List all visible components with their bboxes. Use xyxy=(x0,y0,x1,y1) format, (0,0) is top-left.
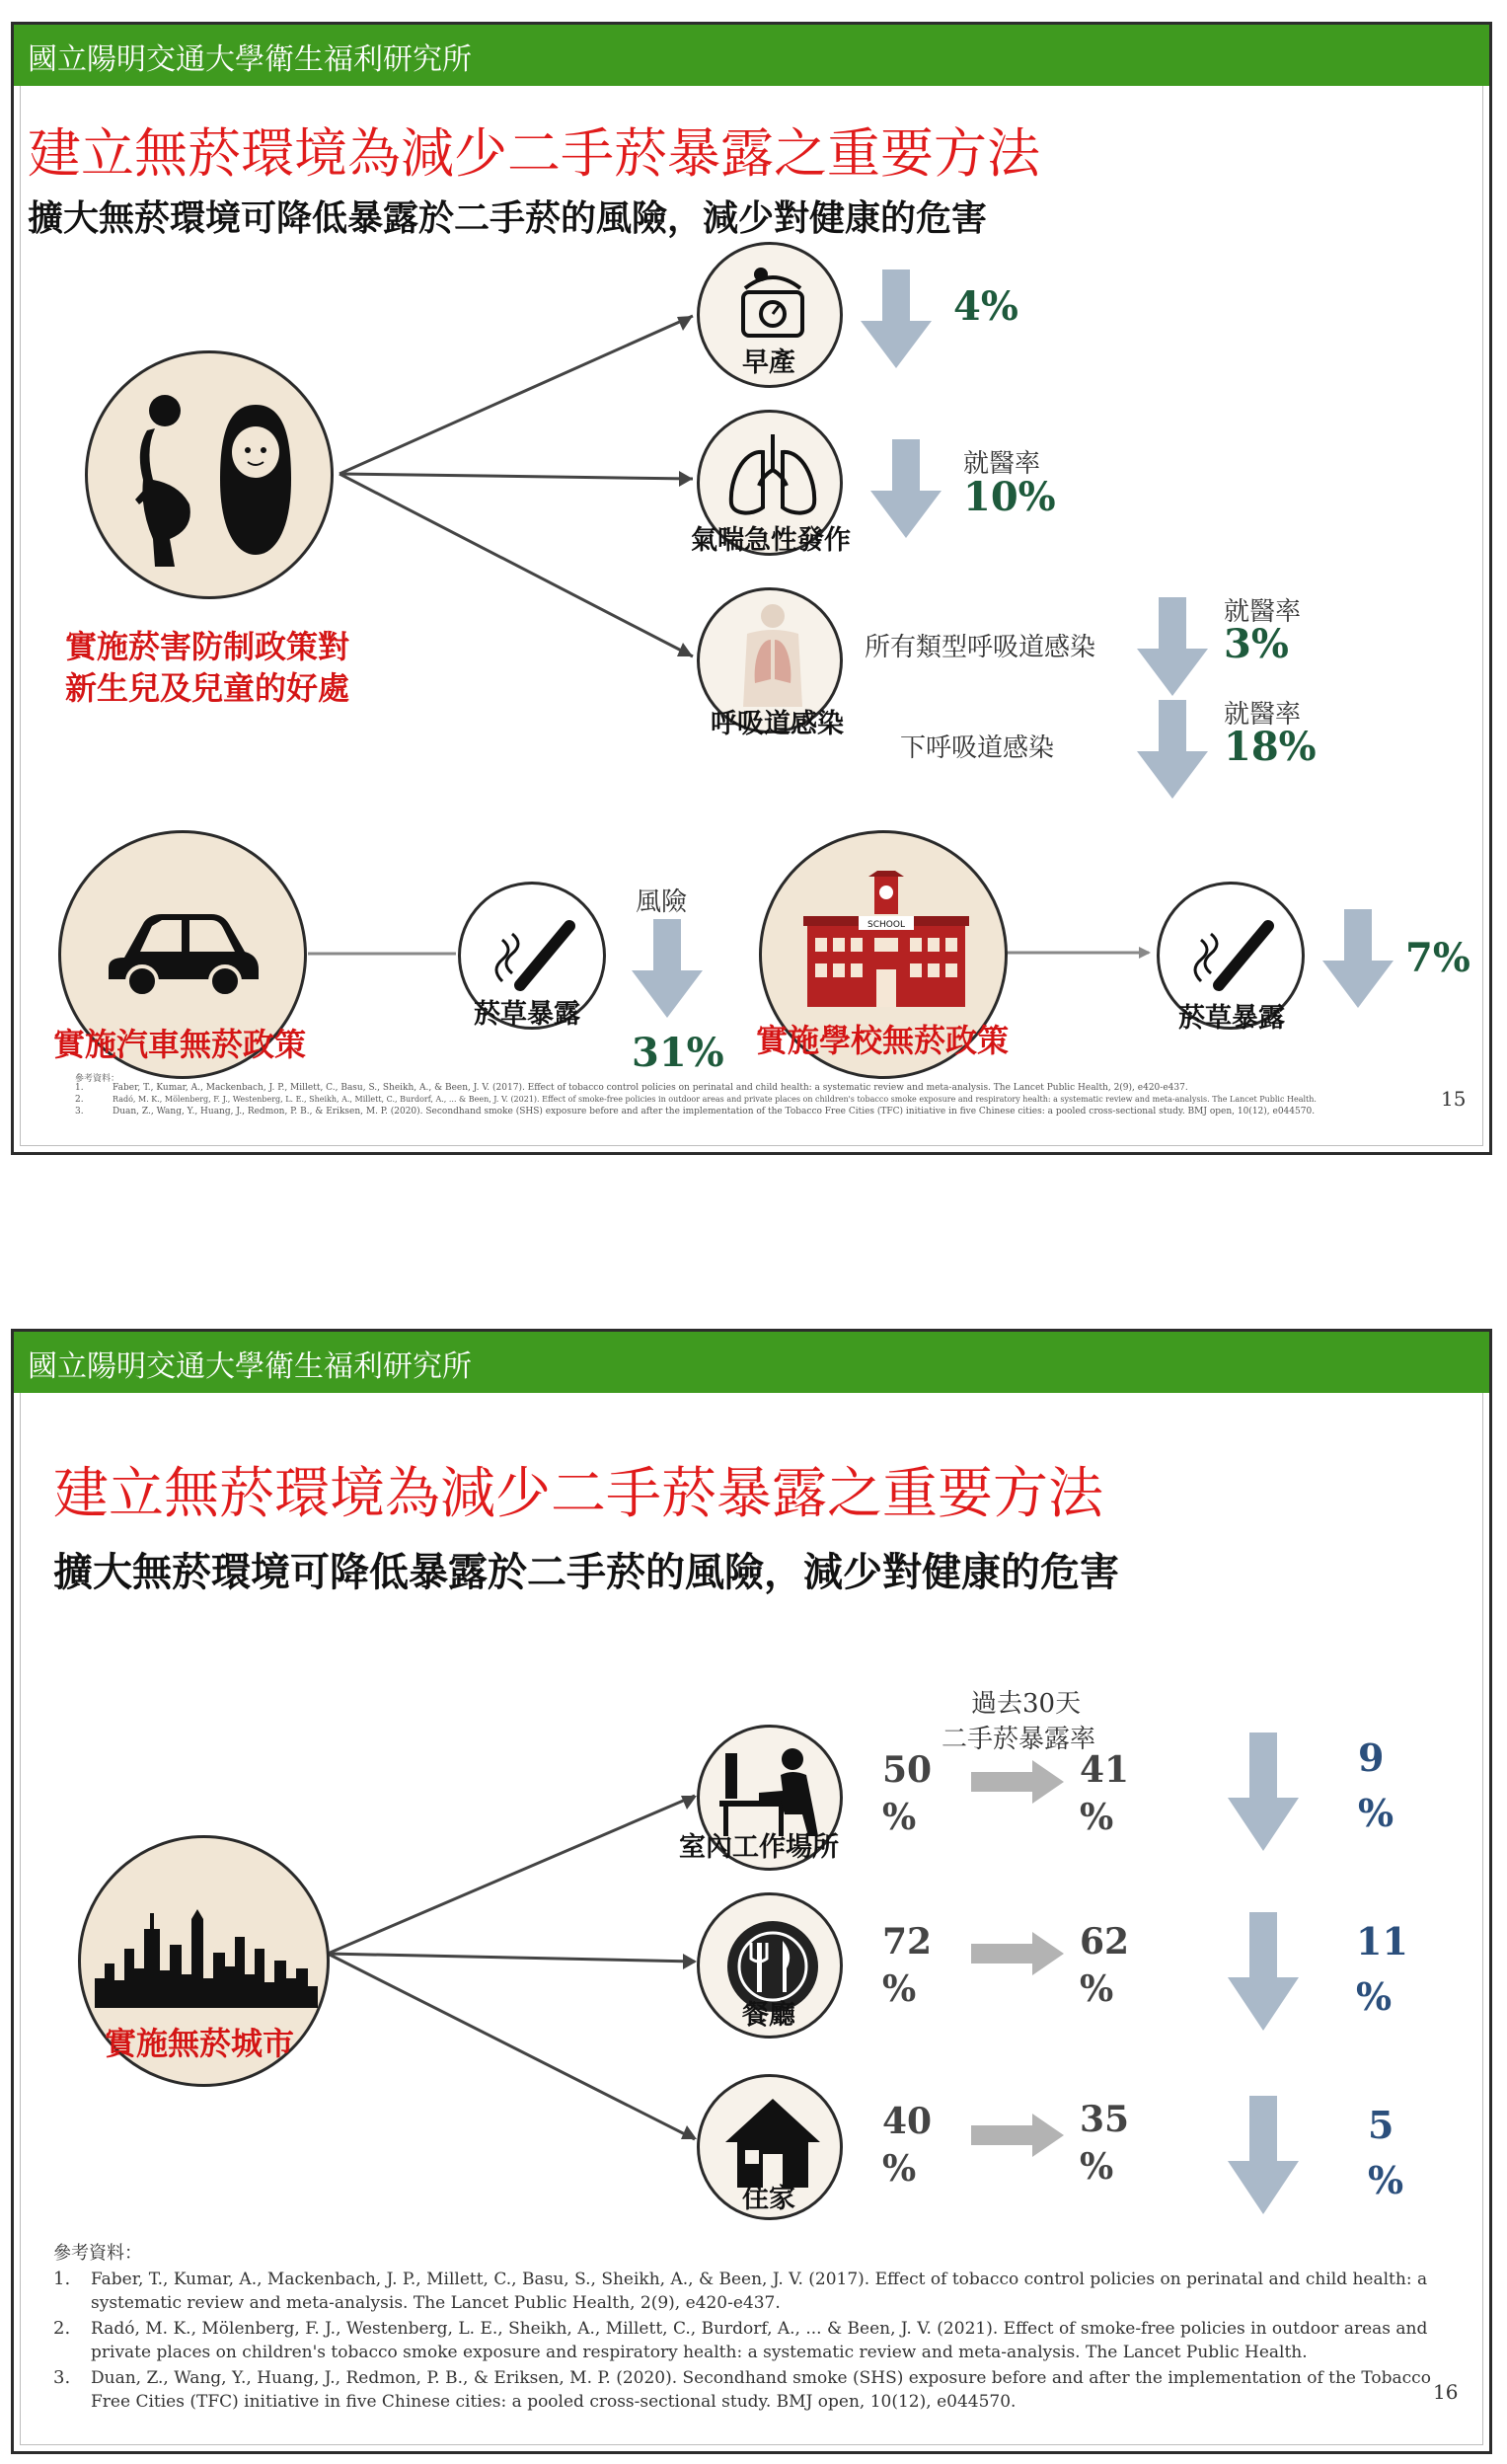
refs-heading: 參考資料： xyxy=(75,1074,120,1084)
slide-subtitle: 擴大無菸環境可降低暴露於二手菸的風險，減少對健康的危害 xyxy=(53,1549,1119,1595)
before-unit: % xyxy=(882,2148,917,2190)
down-arrow-icon xyxy=(1137,597,1208,696)
ref-line: systematic review and meta-analysis. The Lancet Public Health, 2(9), e420-e437. xyxy=(91,2293,781,2313)
ref-line: private places on children's tobacco smoke exposure and respiratory health: a systematic review and meta-analysis. The Lancet Public Health. xyxy=(91,2343,1308,2362)
car-policy-label: 實施汽車無菸政策 xyxy=(53,1026,307,1063)
car-risk-value: 31% xyxy=(632,1030,724,1076)
after-value xyxy=(1080,1918,1129,2013)
no-smoking-icon xyxy=(490,910,579,999)
drop-number: 11 xyxy=(1356,1919,1408,1964)
drop-unit: % xyxy=(1358,1791,1394,1835)
school-building-icon xyxy=(803,871,969,1009)
row-label: 住家 xyxy=(742,2184,795,2214)
row-label: 餐廳 xyxy=(742,2000,795,2031)
slide-subtitle: 擴大無菸環境可降低暴露於二手菸的風險，減少對健康的危害 xyxy=(28,197,988,239)
all-respiratory-value: 3% xyxy=(1224,621,1289,667)
ref-text: Radó, M. K., Mölenberg, F. J., Westenberg, L. E., Sheikh, A., Millett, C., Burdorf, A., ... & Been, J. V. (2021). Effect of smoke-free policies in outdoor areas and private places on children's tobacco smoke exposure and respiratory health: a systematic review and meta-analysis. The Lancet Public Health. xyxy=(113,1095,1317,1104)
slide-16 xyxy=(11,1329,1492,2454)
school-sign-text: SCHOOL xyxy=(867,920,905,930)
car-exposure-label: 菸草暴露 xyxy=(474,999,580,1030)
rate-header-line2: 二手菸暴露率 xyxy=(942,1725,1096,1754)
pregnant-woman-icon xyxy=(125,391,214,569)
asthma-value: 10% xyxy=(963,474,1056,520)
ref-num: 3. xyxy=(53,2367,71,2388)
mother-baby-circle xyxy=(85,350,334,599)
ref-num: 2. xyxy=(53,2318,71,2339)
right-arrow-icon xyxy=(971,1932,1064,1975)
city-skyline-icon xyxy=(95,1909,318,2008)
drop-value xyxy=(1356,1914,1408,2025)
school-policy-label: 實施學校無菸政策 xyxy=(756,1022,1010,1059)
page-number: 15 xyxy=(1441,1087,1467,1111)
down-arrow-icon xyxy=(632,919,703,1018)
ref-line: Duan, Z., Wang, Y., Huang, J., Redmon, P. B., & Eriksen, M. P. (2020). Secondhand smoke (SHS) exposure before and after the implementation of the Tobacco xyxy=(91,2368,1431,2388)
drop-number: 9 xyxy=(1358,1735,1385,1780)
children-benefits-label-2: 新生兒及兒童的好處 xyxy=(65,669,350,707)
baby-icon xyxy=(216,401,295,559)
after-unit: % xyxy=(1080,1968,1114,2010)
children-benefits-label-1: 實施菸害防制政策對 xyxy=(65,628,350,665)
lower-respiratory-value: 18% xyxy=(1224,724,1317,770)
ref-num: 1. xyxy=(53,2269,71,2289)
drop-number: 5 xyxy=(1368,2103,1394,2147)
drop-unit: % xyxy=(1368,2158,1404,2202)
drop-value xyxy=(1368,2098,1403,2208)
before-number: 72 xyxy=(882,1921,933,1963)
down-arrow-icon xyxy=(1137,700,1208,799)
house-icon xyxy=(723,2095,822,2190)
ref-num: 3. xyxy=(75,1107,84,1116)
no-smoking-icon xyxy=(1189,910,1278,999)
school-exposure-label: 菸草暴露 xyxy=(1178,1003,1285,1034)
down-arrow-icon xyxy=(1322,909,1394,1008)
ref-text: Duan, Z., Wang, Y., Huang, J., Redmon, P. B., & Eriksen, M. P. (2020). Secondhand smoke (SHS) exposure before and after the implementation of the Tobacco Free Cities (TFC) initiative in five Chinese cities: a pooled cross-sectional study. BMJ open, 10(12), e044570. xyxy=(113,1107,1316,1116)
down-arrow-icon xyxy=(1228,2096,1299,2214)
before-unit: % xyxy=(882,1968,917,2010)
all-respiratory-label: 所有類型呼吸道感染 xyxy=(865,633,1096,662)
preterm-label: 早產 xyxy=(742,347,795,378)
page-number: 16 xyxy=(1433,2380,1459,2404)
ref-text: Faber, T., Kumar, A., Mackenbach, J. P., Millett, C., Basu, S., Sheikh, A., & Been, J. V. (2017). Effect of tobacco control policies on perinatal and child health: a systematic review and meta-analysis. The Lancet Public Health, 2(9), e420-e437. xyxy=(113,1083,1188,1093)
after-unit: % xyxy=(1080,2146,1114,2188)
after-number: 62 xyxy=(1080,1921,1130,1963)
car-risk-note: 風險 xyxy=(636,887,688,917)
asthma-note: 就醫率 xyxy=(963,449,1041,479)
scale-baby-icon xyxy=(735,263,810,342)
before-value xyxy=(882,2098,932,2193)
before-number: 50 xyxy=(882,1749,933,1791)
preterm-value: 4% xyxy=(953,283,1018,330)
before-unit: % xyxy=(882,1797,917,1838)
ref-num: 1. xyxy=(75,1083,84,1093)
after-unit: % xyxy=(1080,1797,1114,1838)
slide-15 xyxy=(11,22,1492,1155)
down-arrow-icon xyxy=(861,270,932,368)
school-value: 7% xyxy=(1405,935,1470,981)
after-number: 41 xyxy=(1080,1749,1130,1791)
drop-value xyxy=(1358,1731,1394,1841)
before-number: 40 xyxy=(882,2101,933,2142)
ref-line: Radó, M. K., Mölenberg, F. J., Westenberg, L. E., Sheikh, A., Millett, C., Burdorf, A., ... & Been, J. V. (2021). Effect of smoke-free policies in outdoor areas and xyxy=(91,2319,1428,2339)
lower-respiratory-note: 就醫率 xyxy=(1224,700,1302,730)
right-arrow-icon xyxy=(971,1760,1064,1804)
institute-name: 國立陽明交通大學衛生福利研究所 xyxy=(28,1349,472,1384)
institute-name: 國立陽明交通大學衛生福利研究所 xyxy=(28,42,472,77)
before-value xyxy=(882,1918,932,2013)
torso-lungs-icon xyxy=(733,600,812,709)
all-respiratory-note: 就醫率 xyxy=(1224,597,1302,627)
ref-num: 2. xyxy=(75,1095,84,1105)
after-number: 35 xyxy=(1080,2099,1130,2140)
ref-line: Faber, T., Kumar, A., Mackenbach, J. P., Millett, C., Basu, S., Sheikh, A., & Been, J. V. (2017). Effect of tobacco control policies on perinatal and child health: a xyxy=(91,2270,1428,2289)
smoke-free-city-label: 實施無菸城市 xyxy=(105,2025,295,2062)
down-arrow-icon xyxy=(1228,1912,1299,2031)
after-value xyxy=(1080,1746,1129,1841)
lower-respiratory-label: 下呼吸道感染 xyxy=(900,733,1055,763)
row-label: 室內工作場所 xyxy=(679,1832,839,1863)
after-value xyxy=(1080,2096,1129,2191)
car-icon xyxy=(105,908,263,997)
right-arrow-icon xyxy=(971,2114,1064,2157)
respiratory-label: 呼吸道感染 xyxy=(711,709,844,739)
rate-header-line1: 過去30天 xyxy=(971,1689,1082,1719)
before-value xyxy=(882,1746,932,1841)
slide-title: 建立無菸環境為減少二手菸暴露之重要方法 xyxy=(53,1462,1103,1526)
ref-line: Free Cities (TFC) initiative in five Chinese cities: a pooled cross-sectional study. BMJ open, 10(12), e044570. xyxy=(91,2392,1017,2412)
lungs-icon xyxy=(723,430,822,519)
drop-unit: % xyxy=(1356,1974,1393,2019)
down-arrow-icon xyxy=(1228,1732,1299,1851)
down-arrow-icon xyxy=(870,439,942,538)
refs-heading: 參考資料： xyxy=(53,2243,142,2264)
asthma-label: 氣喘急性發作 xyxy=(691,525,851,556)
slide-title: 建立無菸環境為減少二手菸暴露之重要方法 xyxy=(28,122,1040,185)
